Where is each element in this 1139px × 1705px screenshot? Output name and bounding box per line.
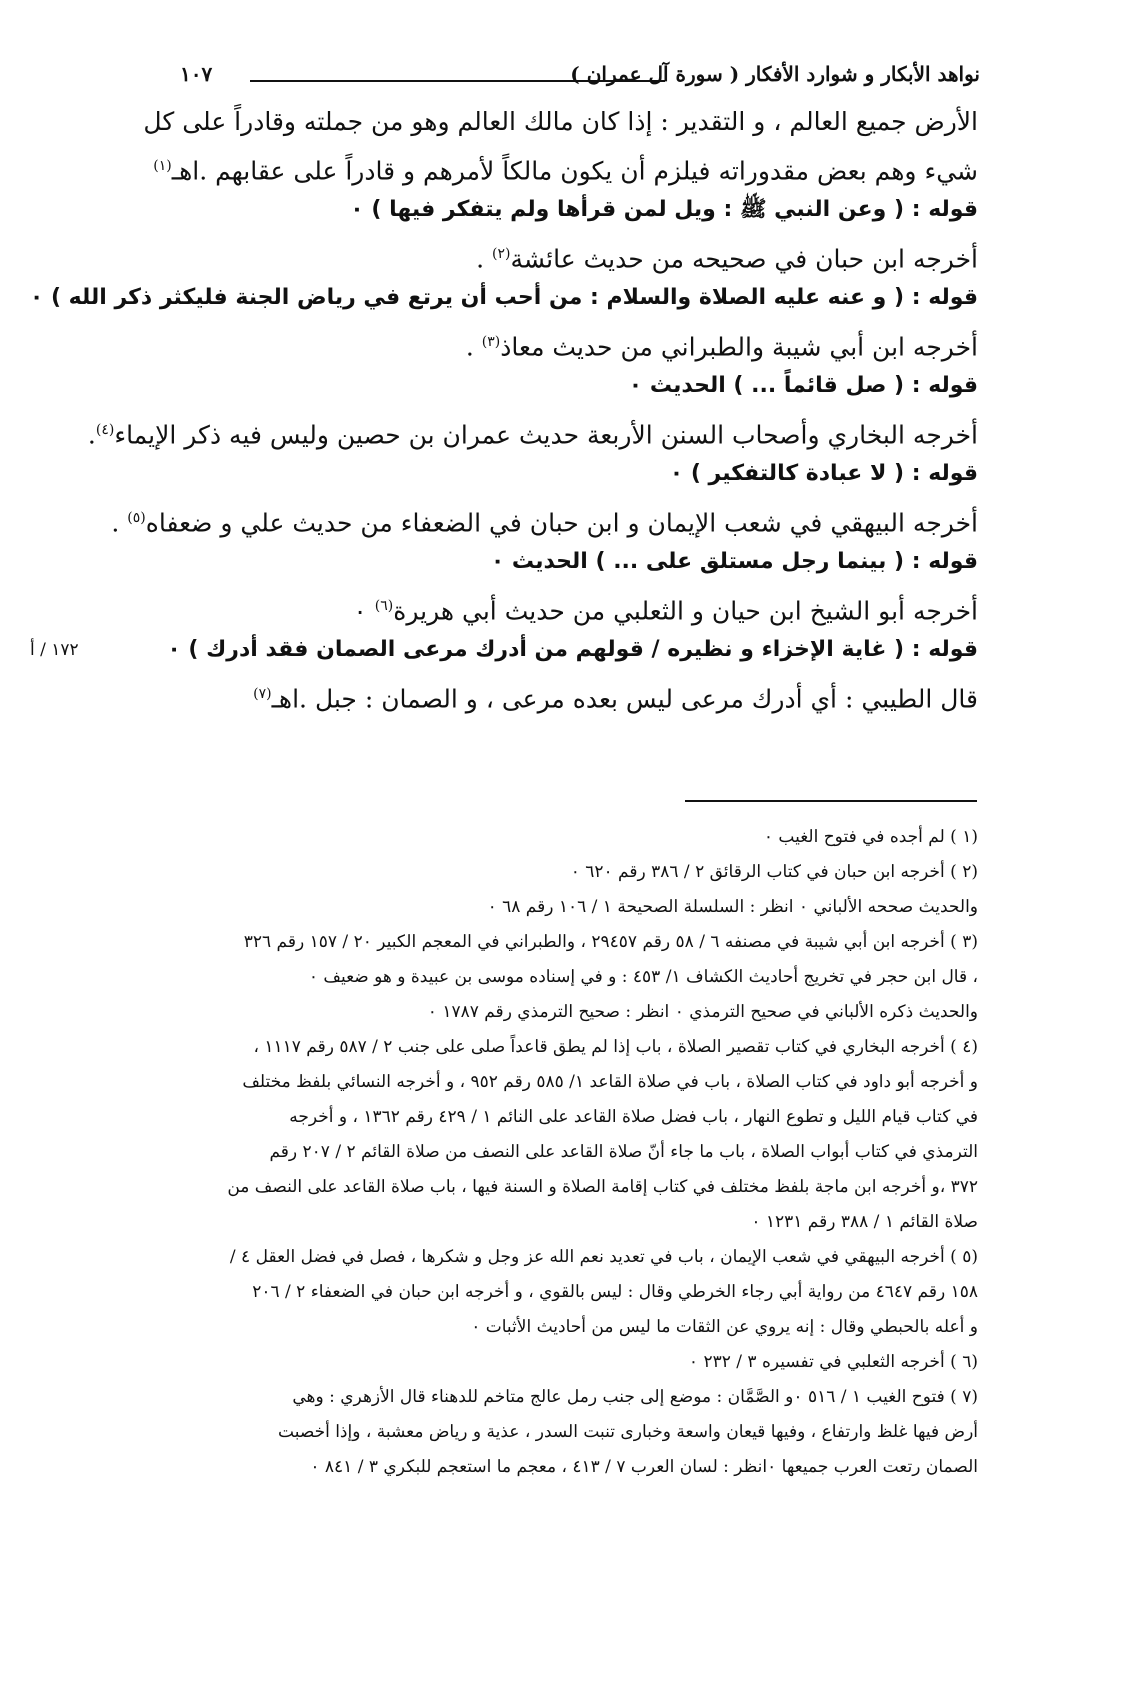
line-tail: . — [476, 244, 492, 274]
line-text: أخرجه أبو الشيخ ابن حيان و الثعلبي من حديث أبي هريرة — [393, 596, 978, 626]
footnote-ref: (٥) — [127, 510, 146, 526]
footnote-line: والحديث ذكره الألباني في صحيح الترمذي ٠ انظر : صحيح الترمذي رقم ١٧٨٧ ٠ — [427, 1002, 978, 1022]
text-line — [150, 584, 978, 628]
footnote-separator — [685, 800, 977, 802]
commentary-heading-line — [29, 276, 978, 320]
line-text: قوله : ( و عنه عليه الصلاة والسلام : من أحب أن يرتع في رياض الجنة فليكثر ذكر الله ) ٠ — [29, 285, 978, 310]
footnote-line: (٤ ) أخرجه البخاري في كتاب تقصير الصلاة ، باب إذا لم يطق قاعداً صلى على جنب ٢ / ٥٨٧ رقم ١١١٧ ، — [253, 1037, 978, 1057]
text-line — [150, 320, 978, 364]
line-text: قوله : ( غاية الإخزاء و نظيره / قولهم من أدرك مرعى الصمان فقد أدرك ) ٠ — [167, 637, 978, 662]
text-line — [111, 496, 978, 540]
commentary-heading-line — [150, 364, 978, 408]
text-line — [143, 100, 978, 144]
commentary-heading-line — [150, 628, 978, 672]
line-tail: . — [87, 420, 96, 450]
text-line — [150, 232, 978, 276]
running-header — [180, 58, 980, 92]
line-text: أخرجه ابن حبان في صحيحه من حديث عائشة — [510, 244, 978, 274]
line-text: قوله : ( لا عبادة كالتفكير ) ٠ — [669, 461, 978, 486]
footnote-ref: (٣) — [481, 334, 501, 350]
footnote-line: و أخرجه أبو داود في كتاب الصلاة ، باب في صلاة القاعد ١/ ٥٨٥ رقم ٩٥٢ ، و أخرجه النسائي بلفظ مختلف — [242, 1072, 978, 1092]
footnote-line: و أعله بالحبطي وقال : إنه يروي عن الثقات ما ليس من أحاديث الأثبات ٠ — [471, 1317, 978, 1337]
margin-folio-note: ١٧٢ / أ — [30, 640, 79, 660]
footnote-line: في كتاب قيام الليل و تطوع النهار ، باب فضل صلاة القاعد على النائم ١ / ٤٢٩ رقم ١٣٦٢ ، و أخرجه — [289, 1107, 978, 1127]
footnotes — [152, 820, 978, 1485]
footnote-line: ٣٧٢ ،و أخرجه ابن ماجة بلفظ مختلف في كتاب إقامة الصلاة و السنة فيها ، باب صلاة القاعد على النصف من — [227, 1177, 978, 1197]
footnote-line: (٣ ) أخرجه ابن أبي شيبة في مصنفه ٦ / ٥٨ رقم ٢٩٤٥٧ ، والطبراني في المعجم الكبير ٢٠ / ١٥٧ رقم ٣٢٦ — [243, 932, 978, 952]
line-text: أخرجه ابن أبي شيبة والطبراني من حديث معاذ — [500, 332, 978, 362]
commentary-heading-line — [150, 452, 978, 496]
footnote-line: (٦ ) أخرجه الثعلبي في تفسيره ٣ / ٢٣٢ ٠ — [688, 1352, 978, 1372]
header-title: نواهد الأبكار و شوارد الأفكار ( سورة آل عمران ) — [570, 62, 980, 86]
footnote-line: أرض فيها غلظ وارتفاع ، وفيها قيعان واسعة وخبارى تنبت السدر ، عذية و رياض معشبة ، وإذا أخصبت — [278, 1422, 978, 1442]
footnote-line: الترمذي في كتاب أبواب الصلاة ، باب ما جاء أنّ صلاة القاعد على النصف من صلاة القائم ٢ / ٢٠٧ رقم — [269, 1142, 978, 1162]
footnote-line: صلاة القائم ١ / ٣٨٨ رقم ١٢٣١ ٠ — [751, 1212, 978, 1232]
header-rule — [250, 80, 665, 82]
footnote-line: (٥ ) أخرجه البيهقي في شعب الإيمان ، باب في تعديد نعم الله عز وجل و شكرها ، فصل في فضل العقل ٤ / — [229, 1247, 978, 1267]
footnote-ref: (٤) — [95, 422, 115, 438]
text-line — [87, 408, 978, 452]
line-text: قال الطيبي : أي أدرك مرعى ليس بعده مرعى ، و الصمان : جبل .اهـ — [271, 684, 978, 714]
line-text: شيء وهم بعض مقدوراته فيلزم أن يكون مالكاً لأمرهم و قادراً على عقابهم .اهـ — [171, 156, 978, 186]
text-line — [150, 144, 978, 188]
page-number: ١٠٧ — [180, 62, 213, 86]
line-text: قوله : ( وعن النبي ﷺ : ويل لمن قرأها ولم يتفكر فيها ) ٠ — [350, 197, 978, 222]
line-text: قوله : ( بينما رجل مستلق على ... ) الحديث ٠ — [490, 549, 978, 574]
footnote-ref: (٧) — [253, 686, 272, 702]
line-tail: ٠ — [353, 596, 375, 626]
line-tail: . — [465, 332, 482, 362]
footnote-line: ١٥٨ رقم ٤٦٤٧ من رواية أبي رجاء الخرطي وقال : ليس بالقوي ، و أخرجه ابن حبان في الضعفاء ٢ / ٢٠٦ — [252, 1282, 978, 1302]
text-line — [150, 672, 978, 716]
footnote-line: (٢ ) أخرجه ابن حبان في كتاب الرقائق ٢ / ٣٨٦ رقم ٦٢٠ ٠ — [570, 862, 978, 882]
footnote-line: (٧ ) فتوح الغيب ١ / ٥١٦ ٠و الصَّمَّان : موضع إلى جنب رمل عالج متاخم للدهناء قال الأزهري : وهي — [292, 1387, 978, 1407]
footnote-line: ، قال ابن حجر في تخريج أحاديث الكشاف ١/ ٤٥٣ : و في إسناده موسى بن عبيدة و هو ضعيف ٠ — [308, 967, 978, 987]
line-text: الأرض جميع العالم ، و التقدير : إذا كان مالك العالم وهو من جملته وقادراً على كل — [143, 107, 978, 136]
line-tail: . — [111, 508, 128, 538]
line-text: أخرجه البخاري وأصحاب السنن الأربعة حديث عمران بن حصين وليس فيه ذكر الإيماء — [114, 420, 978, 450]
footnote-line: (١ ) لم أجده في فتوح الغيب ٠ — [763, 827, 978, 847]
footnote-ref: (١) — [153, 158, 172, 174]
footnote-line: والحديث صححه الألباني ٠ انظر : السلسلة الصحيحة ١ / ١٠٦ رقم ٦٨ ٠ — [487, 897, 978, 917]
line-text: قوله : ( صل قائماً ... ) الحديث ٠ — [628, 373, 978, 398]
commentary-heading-line — [150, 540, 978, 584]
footnote-line: الصمان رتعت العرب جميعها ٠انظر : لسان العرب ٧ / ٤١٣ ، معجم ما استعجم للبكري ٣ / ٨٤١ ٠ — [310, 1457, 978, 1477]
line-text: أخرجه البيهقي في شعب الإيمان و ابن حبان في الضعفاء من حديث علي و ضعفاه — [145, 508, 978, 538]
commentary-heading-line — [150, 188, 978, 232]
footnote-ref: (٦) — [374, 598, 394, 614]
footnote-ref: (٢) — [492, 246, 511, 262]
